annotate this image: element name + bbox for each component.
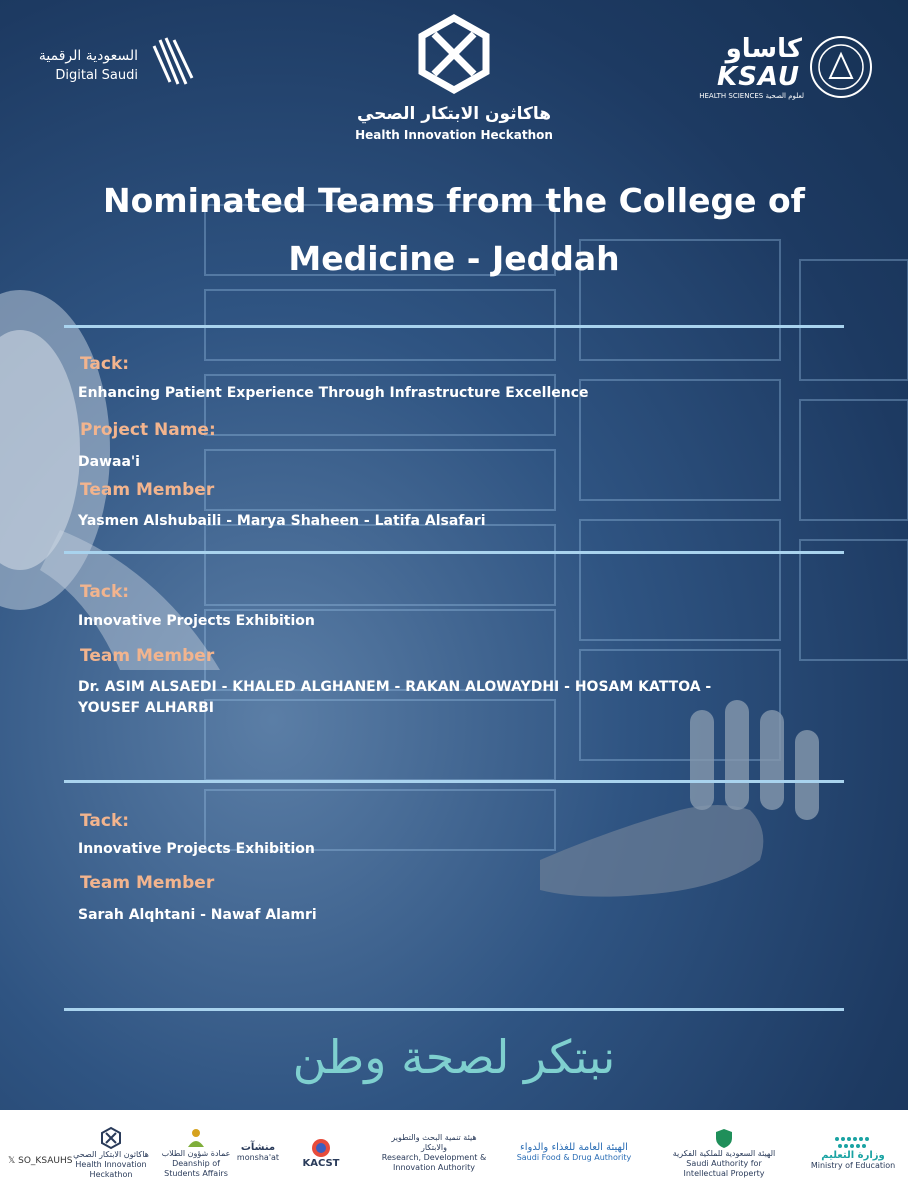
sponsor-hackathon — [66, 1124, 156, 1182]
project-label: Project Name: — [80, 420, 216, 440]
track-value: Innovative Projects Exhibition — [78, 613, 315, 629]
members-label: Team Member — [80, 873, 215, 893]
ksau-arabic: كاساو — [725, 34, 802, 64]
sponsor-name-en: monsha'at — [236, 1153, 280, 1162]
divider — [64, 1008, 844, 1011]
sponsor-name-ar: منشآت — [240, 1142, 276, 1153]
track-value: Innovative Projects Exhibition — [78, 841, 315, 857]
sponsor-name-en: Deanship of Students Affairs — [164, 1159, 228, 1178]
moe-dots-icon — [833, 1135, 873, 1151]
header — [0, 0, 908, 150]
sponsor-kacst — [290, 1124, 352, 1182]
student-figure-icon — [185, 1127, 207, 1149]
track-label: Tack: — [80, 582, 130, 602]
members-value: Yasmen Alshubaili - Marya Shaheen - Latifa Alsafari — [78, 513, 486, 529]
x-handle: 𝕏 SO_KSAUHS — [8, 1156, 73, 1166]
sponsor-name-ar: هيئة تنمية البحث والتطوير والابتكار — [391, 1133, 477, 1152]
divider — [64, 551, 844, 554]
sponsor-name-ar: الهيئة العامة للغذاء والدواء — [520, 1142, 628, 1153]
page-title: Nominated Teams from the College of Medicine - Jeddah — [102, 181, 806, 278]
kacst-logo-icon — [310, 1137, 332, 1159]
track-value: Enhancing Patient Experience Through Infrastructure Excellence — [78, 385, 589, 401]
hackathon-logo-icon — [414, 12, 494, 96]
x-handle-text: SO_KSAUHS — [18, 1156, 73, 1166]
hackathon-logo-icon — [99, 1126, 123, 1150]
hackathon-name-arabic: هاكاثون الابتكار الصحي — [356, 104, 552, 124]
digital-saudi-logo-icon — [148, 32, 196, 92]
sponsor-name-en: Health Innovation Heckathon — [75, 1160, 147, 1179]
sponsor-rdia — [380, 1124, 488, 1182]
sponsor-sfda — [504, 1124, 644, 1182]
sponsor-name-en: Saudi Authority for Intellectual Property — [683, 1159, 765, 1178]
robot-hand-illustration — [520, 690, 850, 910]
project-value: Dawaa'i — [78, 454, 140, 470]
sponsor-moe — [810, 1124, 896, 1182]
sponsor-student-affairs — [160, 1124, 232, 1182]
ksau-logo-text: KSAU — [717, 62, 800, 92]
sponsor-name-ar: وزارة التعليم — [821, 1150, 885, 1161]
sponsor-name-ar: الهيئة السعودية للملكية الفكرية — [672, 1149, 776, 1158]
sponsor-footer — [0, 1110, 908, 1200]
sponsor-monshaat — [232, 1124, 284, 1182]
sponsor-saip — [664, 1124, 784, 1182]
hackathon-name-english: Health Innovation Heckathon — [355, 128, 553, 142]
slogan: نبتكر لصحة وطن — [292, 1030, 616, 1084]
members-value: Sarah Alqhtani - Nawaf Alamri — [78, 907, 317, 923]
sponsor-name-en: KACST — [302, 1158, 340, 1169]
members-label: Team Member — [80, 646, 215, 666]
ksau-seal-icon — [808, 34, 874, 100]
track-label: Tack: — [80, 811, 130, 831]
members-value: Dr. ASIM ALSAEDI - KHALED ALGHANEM - RAKAN ALOWAYDHI - HOSAM KATTOA - YOUSEF ALHARBI — [78, 679, 712, 716]
divider — [64, 780, 844, 783]
sponsor-name-en: Ministry of Education — [810, 1161, 896, 1170]
sponsor-name-en: Saudi Food & Drug Authority — [516, 1153, 632, 1162]
sponsor-name-en: Research, Development & Innovation Authority — [381, 1153, 487, 1172]
ksau-subtitle: HEALTH SCIENCES لعلوم الصحية — [699, 92, 804, 100]
divider — [64, 325, 844, 328]
sponsor-name-ar: عمادة شؤون الطلاب — [161, 1149, 231, 1158]
shield-icon — [713, 1127, 735, 1149]
members-label: Team Member — [80, 480, 215, 500]
digital-saudi-arabic: السعودية الرقمية — [38, 48, 138, 64]
track-label: Tack: — [80, 354, 130, 374]
sponsor-name-ar: هاكاثون الابتكار الصحي — [73, 1150, 149, 1159]
digital-saudi-label: Digital Saudi — [55, 68, 138, 83]
